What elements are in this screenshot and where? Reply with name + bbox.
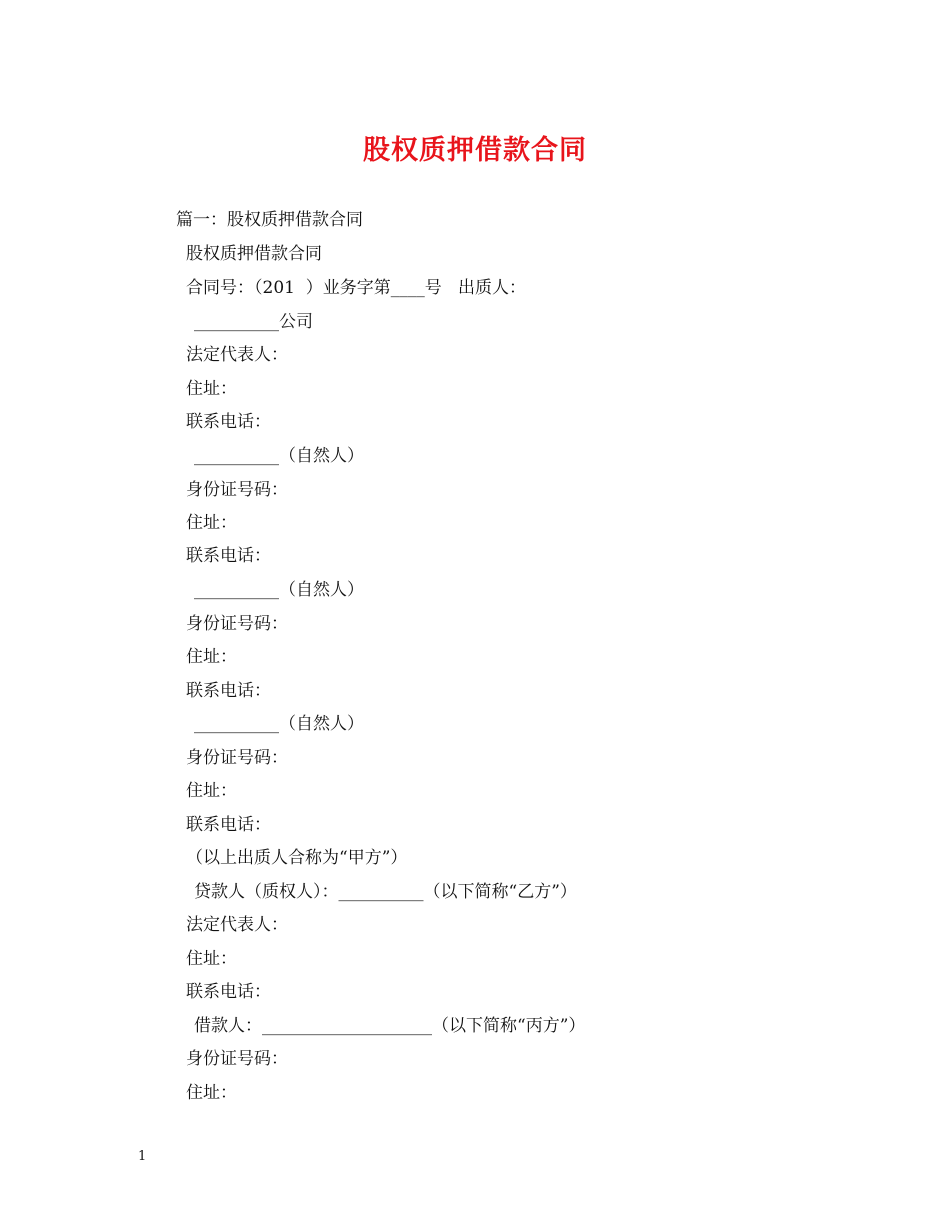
address-line: 住址： (186, 1083, 237, 1103)
party-a-note: （以上出质人合称为“甲方”） (186, 848, 408, 868)
contract-number-line: 合同号：（201 ）业务字第____号 出质人： (186, 278, 526, 298)
phone-line: 联系电话： (186, 412, 271, 432)
company-blank-line: __________公司 (194, 312, 313, 332)
address-line: 住址： (186, 949, 237, 969)
id-number-line: 身份证号码： (186, 480, 288, 500)
page-number: 1 (138, 1149, 147, 1164)
natural-person-line: __________（自然人） (194, 714, 364, 734)
lender-line: 贷款人（质权人）：__________（以下简称“乙方”） (194, 882, 577, 902)
borrower-line: 借款人：____________________（以下简称“丙方”） (194, 1016, 586, 1036)
natural-person-line: __________（自然人） (194, 446, 364, 466)
natural-person-line: __________（自然人） (194, 580, 364, 600)
phone-line: 联系电话： (186, 982, 271, 1002)
address-line: 住址： (186, 513, 237, 533)
document-title: 股权质押借款合同 (363, 135, 587, 166)
address-line: 住址： (186, 647, 237, 667)
section-heading: 篇一：股权质押借款合同 (176, 210, 363, 230)
id-number-line: 身份证号码： (186, 748, 288, 768)
id-number-line: 身份证号码： (186, 614, 288, 634)
legal-rep-line: 法定代表人： (186, 345, 288, 365)
phone-line: 联系电话： (186, 681, 271, 701)
contract-name: 股权质押借款合同 (186, 244, 322, 264)
id-number-line: 身份证号码： (186, 1049, 288, 1069)
address-line: 住址： (186, 781, 237, 801)
phone-line: 联系电话： (186, 815, 271, 835)
legal-rep-line: 法定代表人： (186, 915, 288, 935)
address-line: 住址： (186, 379, 237, 399)
phone-line: 联系电话： (186, 546, 271, 566)
